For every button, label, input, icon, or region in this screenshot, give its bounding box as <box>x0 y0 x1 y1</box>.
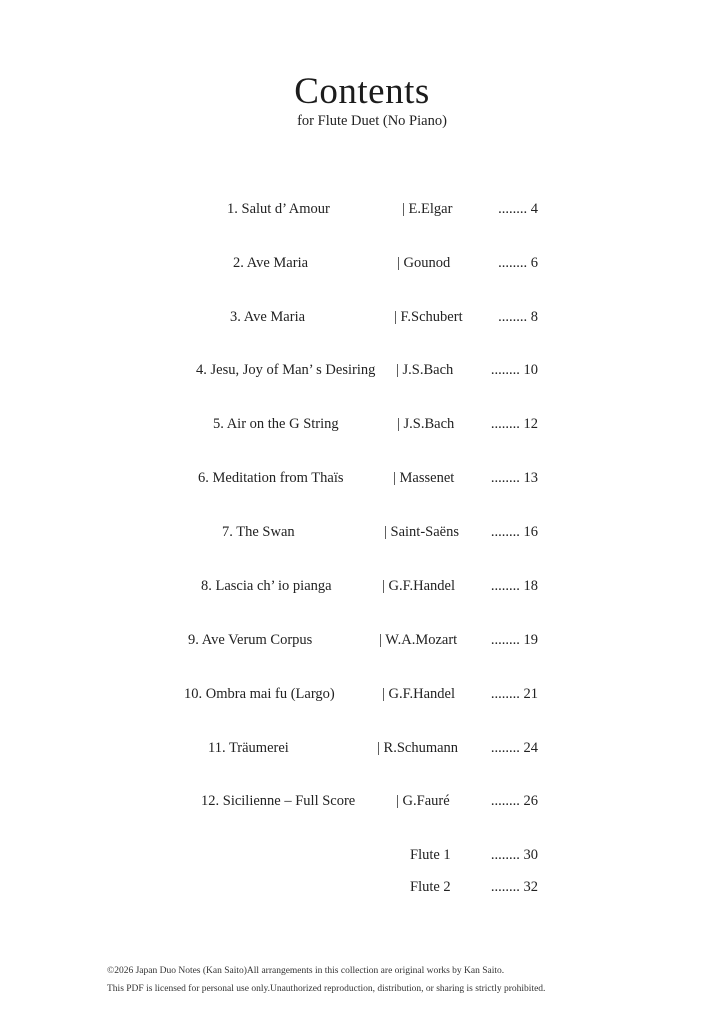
toc-page-number: ........ 30 <box>490 847 538 863</box>
toc-title: 1. Salut d’ Amour <box>227 201 330 217</box>
toc-composer: | Saint-Saëns <box>384 524 459 540</box>
toc-row-12[interactable] <box>0 789 724 813</box>
toc-row-1[interactable] <box>0 197 724 221</box>
toc-title: 2. Ave Maria <box>233 255 309 271</box>
toc-page-number: ........ 18 <box>490 578 538 594</box>
toc-row-9[interactable] <box>0 628 724 652</box>
toc-page-number: ........ 16 <box>490 524 538 540</box>
part-label: Flute 1 <box>410 847 451 863</box>
toc-title: 5. Air on the G String <box>213 416 339 432</box>
toc-page-number: ........ 32 <box>490 879 538 895</box>
toc-title: 4. Jesu, Joy of Man’ s Desiring <box>196 362 376 378</box>
toc-row-7[interactable] <box>0 520 724 544</box>
toc-part-row-flute-1[interactable] <box>0 843 724 867</box>
copyright-notice: ©2026 Japan Duo Notes (Kan Saito)All arrangements in this collection are original works by Kan Saito. <box>107 966 505 976</box>
toc-composer: | W.A.Mozart <box>379 632 458 648</box>
toc-page-number: ........ 12 <box>490 416 538 432</box>
page-subtitle: for Flute Duet (No Piano) <box>297 113 447 129</box>
toc-title: 3. Ave Maria <box>230 309 306 325</box>
page-title: Contents <box>294 71 430 112</box>
toc-page-number: ........ 26 <box>490 793 538 809</box>
toc-row-4[interactable] <box>0 358 724 382</box>
toc-row-11[interactable] <box>0 736 724 760</box>
toc-composer: | Gounod <box>397 255 451 271</box>
part-label: Flute 2 <box>410 879 451 895</box>
toc-composer: | Massenet <box>393 470 455 486</box>
toc-page-number: ........ 6 <box>498 255 538 271</box>
toc-page-number: ........ 24 <box>490 740 538 756</box>
toc-row-10[interactable] <box>0 682 724 706</box>
toc-composer: | G.F.Handel <box>382 578 456 594</box>
toc-title: 6. Meditation from Thaïs <box>198 470 344 486</box>
toc-title: 12. Sicilienne – Full Score <box>201 793 356 809</box>
toc-part-row-flute-2[interactable] <box>0 875 724 899</box>
toc-row-6[interactable] <box>0 466 724 490</box>
toc-composer: | J.S.Bach <box>397 416 455 432</box>
toc-page-number: ........ 21 <box>490 686 538 702</box>
toc-page-number: ........ 19 <box>490 632 538 648</box>
toc-row-3[interactable] <box>0 305 724 329</box>
toc-page-number: ........ 4 <box>498 201 538 217</box>
toc-title: 8. Lascia ch’ io pianga <box>201 578 332 594</box>
toc-row-8[interactable] <box>0 574 724 598</box>
toc-composer: | R.Schumann <box>377 740 459 756</box>
license-notice: This PDF is licensed for personal use only.Unauthorized reproduction, distribution, or sharing is strictly prohibited. <box>107 984 546 994</box>
toc-title: 7. The Swan <box>222 524 295 540</box>
toc-title: 10. Ombra mai fu (Largo) <box>184 686 335 702</box>
toc-row-5[interactable] <box>0 412 724 436</box>
toc-composer: | E.Elgar <box>402 201 453 217</box>
toc-composer: | G.Fauré <box>396 793 450 809</box>
toc-page-number: ........ 10 <box>490 362 538 378</box>
toc-composer: | G.F.Handel <box>382 686 456 702</box>
toc-page-number: ........ 13 <box>490 470 538 486</box>
toc-composer: | J.S.Bach <box>396 362 454 378</box>
toc-title: 9. Ave Verum Corpus <box>188 632 313 648</box>
toc-row-2[interactable] <box>0 251 724 275</box>
toc-title: 11. Träumerei <box>208 740 289 756</box>
toc-page-number: ........ 8 <box>498 309 538 325</box>
toc-composer: | F.Schubert <box>394 309 463 325</box>
